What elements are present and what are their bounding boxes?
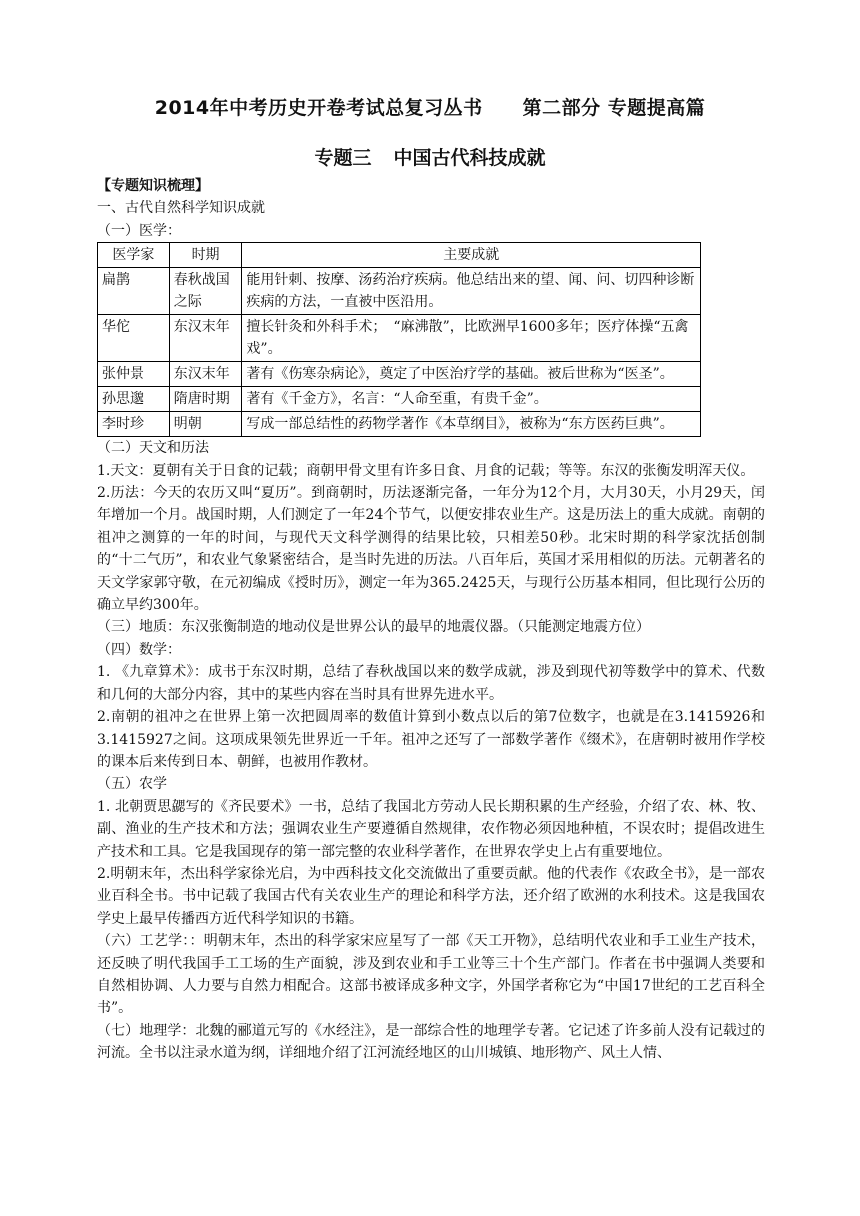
astronomy-heading: （二）天文和历法 [97, 440, 209, 457]
table-row [98, 268, 701, 315]
calendar-paragraph: 2.历法：今天的农历又叫“夏历”。到商朝时，历法逐渐完备，一年分为12个月，大月30天，小月29天，闰年增加一个月。战国时期，人们测定了一年24个节气，以便安排农业生产。这是历法上的重大成就。南朝的祖冲之测算的一年的时间，与现代天文科学测得的结果比较，只相差50秒。北宋时期的科学家沈括创制的“十二气历”，和农业气象紧密结合，是当时先进的历法。八百年后，英国才采用相似的历法。元朝著名的天文学家郭守敬，在元初编成《授时历》，测定一年为365.2425天，与现行公历基本相同，但比现行公历的确立早约300年。 [97, 485, 765, 614]
medicine-table [97, 242, 701, 437]
medicine-heading: （一）医学： [97, 222, 181, 239]
agriculture-paragraph-2: 2.明朝末年，杰出科学家徐光启，为中西科技文化交流做出了重要贡献。他的代表作《农政全书》，是一部农业百科全书。书中记载了我国古代有关农业生产的理论和科学方法，还介绍了欧洲的水利技术。这是我国农学史上最早传播西方近代科学知识的书籍。 [97, 865, 765, 927]
geography-paragraph: （七）地理学：北魏的郦道元写的《水经注》，是一部综合性的地理学专著。它记述了许多前人没有记载过的河流。全书以注录水道为纲，详细地介绍了江河流经地区的山川城镇、地形物产、风土人情、 [97, 1022, 765, 1062]
document-body [97, 175, 765, 1065]
physician-name: 扁鹊 [98, 268, 170, 315]
period-cell: 隋唐时期 [169, 387, 242, 412]
book-series-title: 2014年中考历史开卷考试总复习丛书 [154, 97, 483, 119]
section-label: 【专题知识梳理】 [97, 178, 209, 194]
table-row [98, 362, 701, 387]
column-header: 主要成就 [242, 243, 701, 268]
agriculture-paragraph-1: 1. 北朝贾思勰写的《齐民要术》一书，总结了我国北方劳动人民长期积累的生产经验，介绍了农、林、牧、副、渔业的生产技术和方法；强调农业生产要遵循自然规律，农作物必须因地种植，不误农时；提倡改进生产技术和工具。它是我国现存的第一部完整的农业科学著作，在世界农学史上占有重要地位。 [97, 798, 765, 860]
achievement-cell: 能用针刺、按摩、汤药治疗疾病。他总结出来的望、闻、问、切四种诊断疾病的方法，一直被中医沿用。 [242, 268, 701, 315]
math-paragraph-1: 1. 《九章算术》：成书于东汉时期，总结了春秋战国以来的数学成就，涉及到现代初等数学中的算术、代数和几何的大部分内容，其中的某些内容在当时具有世界先进水平。 [97, 664, 765, 703]
achievement-cell: 擅长针灸和外科手术； “麻沸散”，比欧洲早1600多年；医疗体操“五禽戏”。 [242, 315, 701, 362]
column-header: 医学家 [98, 243, 170, 268]
physician-name: 李时珍 [98, 412, 170, 437]
achievement-cell: 写成一部总结性的药物学著作《本草纲目》，被称为“东方医药巨典”。 [242, 412, 701, 437]
seismology-paragraph: （三）地质：东汉张衡制造的地动仪是世界公认的最早的地震仪器。（只能测定地震方位） [97, 619, 650, 636]
achievement-cell: 著有《伤寒杂病论》，奠定了中医治疗学的基础。被后世称为“医圣”。 [242, 362, 701, 387]
part-heading: 一、古代自然科学知识成就 [97, 200, 265, 217]
period-cell: 东汉末年 [169, 315, 242, 362]
book-title [0, 93, 860, 120]
column-header: 时期 [169, 243, 242, 268]
math-heading: （四）数学： [97, 641, 181, 658]
table-header-row [98, 243, 701, 268]
physician-name: 华佗 [98, 315, 170, 362]
physician-name: 张仲景 [98, 362, 170, 387]
physician-name: 孙思邈 [98, 387, 170, 412]
table-row [98, 412, 701, 437]
topic-number: 专题三 [314, 147, 372, 169]
period-cell: 东汉末年 [169, 362, 242, 387]
craft-paragraph: （六）工艺学：：明朝末年，杰出的科学家宋应星写了一部《天工开物》，总结明代农业和手工业生产技术，还反映了明代我国手工工场的生产面貌，涉及到农业和手工业等三十个生产部门。作者在书中强调人类要和自然相协调、人力要与自然力相配合。这部书被译成多种文字，外国学者称它为“中国17世纪的工艺百科全书”。 [97, 933, 765, 1017]
period-cell: 春秋战国之际 [169, 268, 242, 315]
period-cell: 明朝 [169, 412, 242, 437]
agriculture-heading: （五）农学 [97, 776, 167, 793]
book-part-title: 第二部分 专题提高篇 [522, 97, 706, 119]
achievement-cell: 著有《千金方》，名言：“人命至重，有贵千金”。 [242, 387, 701, 412]
table-row [98, 387, 701, 412]
math-paragraph-2: 2.南朝的祖冲之在世界上第一次把圆周率的数值计算到小数点以后的第7位数字，也就是在3.1415926和3.1415927之间。这项成果领先世界近一千年。祖冲之还写了一部数学著作《缀术》，在唐朝时被用作学校的课本后来传到日本、朝鲜，也被用作教材。 [97, 709, 765, 770]
table-row [98, 315, 701, 362]
topic-name: 中国古代科技成就 [393, 147, 546, 169]
topic-title [0, 143, 860, 170]
astronomy-paragraph: 1.天文：夏朝有关于日食的记载；商朝甲骨文里有许多日食、月食的记载；等等。东汉的张衡发明浑天仪。 [97, 462, 755, 479]
